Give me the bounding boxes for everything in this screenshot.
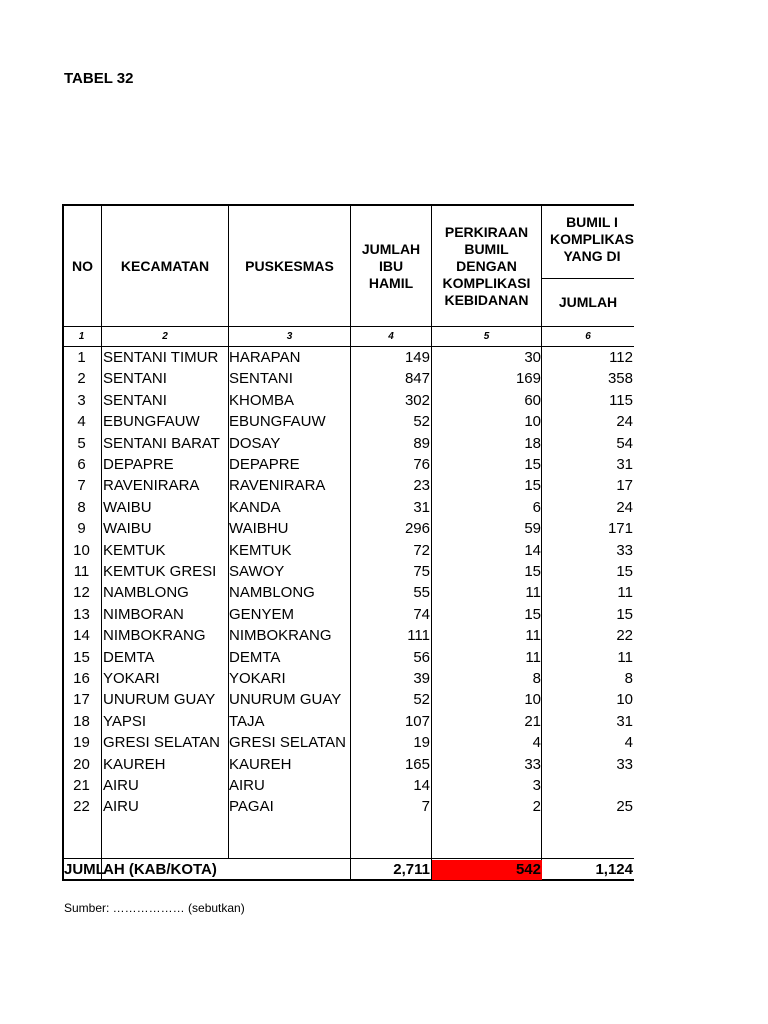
row-kecamatan-cell: NIMBORAN <box>103 605 184 623</box>
row-perkiraan-cell: 15 <box>524 605 541 623</box>
column-index-3: 3 <box>286 330 293 342</box>
row-jumlah-cell: 17 <box>616 477 633 495</box>
table-row <box>62 390 634 411</box>
table-bottom-border <box>62 879 634 881</box>
row-jumlah-cell: 11 <box>617 648 633 666</box>
row-kecamatan-cell: WAIBU <box>103 520 152 538</box>
row-no-cell: 18 <box>73 712 90 730</box>
table-title: TABEL 32 <box>64 70 134 87</box>
row-kecamatan-cell: DEPAPRE <box>103 456 174 473</box>
row-kecamatan-cell: YAPSI <box>103 712 147 730</box>
row-ibu-hamil-cell: 76 <box>413 456 430 473</box>
row-kecamatan-cell: WAIBU <box>103 498 152 516</box>
row-kecamatan-cell: SENTANI BARAT <box>103 434 220 452</box>
row-perkiraan-cell: 60 <box>524 391 541 409</box>
column-index-4: 4 <box>388 330 394 342</box>
row-no-cell: 13 <box>73 605 90 623</box>
row-kecamatan-cell: DEMTA <box>103 648 155 666</box>
row-puskesmas-cell: WAIBHU <box>229 520 289 538</box>
row-jumlah-cell: 24 <box>616 413 633 431</box>
row-perkiraan-cell: 18 <box>524 434 541 452</box>
total-row-top-border <box>62 858 634 859</box>
row-perkiraan-cell: 14 <box>524 541 541 559</box>
row-jumlah-cell: 22 <box>616 627 633 645</box>
row-kecamatan-cell: SENTANI <box>103 370 167 388</box>
table-row <box>62 625 634 646</box>
row-ibu-hamil-cell: 72 <box>413 541 430 559</box>
row-puskesmas-cell: DEPAPRE <box>229 456 300 473</box>
row-perkiraan-cell: 2 <box>532 798 541 816</box>
row-no-cell: 10 <box>73 541 90 559</box>
row-puskesmas-cell: YOKARI <box>229 670 286 687</box>
row-kecamatan-cell: UNURUM GUAY <box>103 691 216 709</box>
row-puskesmas-cell: AIRU <box>229 777 265 794</box>
total-label-part1: JUML <box>64 861 105 878</box>
row-perkiraan-cell: 10 <box>524 691 541 709</box>
row-kecamatan-cell: SENTANI <box>103 391 167 409</box>
row-puskesmas-cell: EBUNGFAUW <box>229 413 326 431</box>
row-jumlah-cell: 171 <box>607 520 633 538</box>
row-perkiraan-cell: 30 <box>524 349 541 366</box>
row-kecamatan-cell: NIMBOKRANG <box>103 627 206 645</box>
row-kecamatan-cell: SENTANI TIMUR <box>103 349 219 366</box>
row-ibu-hamil-cell: 107 <box>404 712 430 730</box>
table-row <box>62 540 634 561</box>
row-no-cell: 17 <box>73 691 90 709</box>
row-kecamatan-cell: EBUNGFAUW <box>103 413 200 431</box>
row-perkiraan-cell: 15 <box>524 563 541 580</box>
row-puskesmas-cell: TAJA <box>229 712 265 730</box>
total-perkiraan: 542 <box>515 861 541 878</box>
row-jumlah-cell: 54 <box>616 434 633 452</box>
row-ibu-hamil-cell: 847 <box>404 370 430 388</box>
header-kecamatan: KECAMATAN <box>120 257 210 274</box>
total-ibu-hamil: 2,711 <box>393 861 430 878</box>
row-ibu-hamil-cell: 74 <box>413 605 430 623</box>
row-perkiraan-cell: 59 <box>524 520 541 538</box>
row-ibu-hamil-cell: 23 <box>413 477 430 495</box>
row-ibu-hamil-cell: 111 <box>407 627 430 645</box>
row-puskesmas-cell: DEMTA <box>229 648 281 666</box>
row-perkiraan-cell: 11 <box>525 648 541 666</box>
row-puskesmas-cell: HARAPAN <box>229 349 301 366</box>
row-puskesmas-cell: KHOMBA <box>229 391 295 409</box>
row-no-cell: 20 <box>73 755 90 773</box>
row-puskesmas-cell: PAGAI <box>229 798 274 816</box>
row-no-cell: 2 <box>77 370 86 388</box>
row-perkiraan-cell: 21 <box>524 712 541 730</box>
row-jumlah-cell: 31 <box>616 456 633 473</box>
row-ibu-hamil-cell: 7 <box>421 798 430 816</box>
column-index-5: 5 <box>483 330 490 342</box>
row-kecamatan-cell: AIRU <box>103 798 139 816</box>
row-perkiraan-cell: 169 <box>515 370 541 388</box>
header-jumlah: JUMLAH <box>558 294 618 310</box>
row-no-cell: 1 <box>77 349 86 366</box>
source-note: Sumber: ……………… (sebutkan) <box>64 901 245 915</box>
row-perkiraan-cell: 4 <box>532 734 541 752</box>
row-puskesmas-cell: GENYEM <box>229 605 295 623</box>
row-no-cell: 15 <box>73 648 90 666</box>
row-jumlah-cell: 112 <box>609 349 633 366</box>
row-jumlah-cell: 25 <box>616 798 633 816</box>
table-row <box>62 411 634 432</box>
row-no-cell: 22 <box>73 798 90 816</box>
row-perkiraan-cell: 3 <box>532 777 541 794</box>
row-jumlah-cell: 115 <box>609 391 633 409</box>
row-perkiraan-cell: 8 <box>532 670 541 687</box>
row-no-cell: 5 <box>77 434 86 452</box>
row-kecamatan-cell: GRESI SELATAN <box>103 734 220 752</box>
table-row <box>62 754 634 775</box>
row-no-cell: 4 <box>77 413 86 431</box>
row-puskesmas-cell: KEMTUK <box>229 541 292 559</box>
row-perkiraan-cell: 6 <box>532 498 541 516</box>
row-jumlah-cell: 33 <box>616 541 633 559</box>
row-puskesmas-cell: RAVENIRARA <box>229 477 326 495</box>
row-perkiraan-cell: 33 <box>524 755 541 773</box>
row-no-cell: 11 <box>73 563 90 580</box>
row-ibu-hamil-cell: 302 <box>404 391 430 409</box>
column-index-6: 6 <box>585 330 591 342</box>
row-ibu-hamil-cell: 75 <box>413 563 430 580</box>
row-puskesmas-cell: NAMBLONG <box>229 584 315 602</box>
row-puskesmas-cell: SENTANI <box>229 370 293 388</box>
table-row <box>62 604 634 625</box>
row-ibu-hamil-cell: 52 <box>413 413 430 431</box>
header-jumlah-ibu-hamil: JUMLAH IBU HAMIL <box>361 240 421 291</box>
table-row <box>62 561 634 582</box>
table-row <box>62 732 634 753</box>
row-no-cell: 12 <box>73 584 90 602</box>
row-jumlah-cell: 8 <box>624 670 633 687</box>
row-ibu-hamil-cell: 55 <box>413 584 430 602</box>
row-no-cell: 9 <box>77 520 86 538</box>
row-ibu-hamil-cell: 149 <box>404 349 430 366</box>
row-kecamatan-cell: AIRU <box>103 777 139 794</box>
row-jumlah-cell: 11 <box>617 584 633 602</box>
row-jumlah-cell <box>543 775 633 796</box>
data-table <box>62 204 634 884</box>
row-ibu-hamil-cell: 56 <box>413 648 430 666</box>
header-no: NO <box>72 257 93 274</box>
total-row <box>62 860 634 879</box>
table-row <box>62 475 634 496</box>
row-puskesmas-cell: NIMBOKRANG <box>229 627 332 645</box>
row-kecamatan-cell: YOKARI <box>103 670 160 687</box>
row-no-cell: 19 <box>73 734 90 752</box>
table-row <box>62 689 634 710</box>
row-jumlah-cell: 4 <box>624 734 633 752</box>
table-row <box>62 347 634 368</box>
row-perkiraan-cell: 11 <box>525 584 541 602</box>
row-jumlah-cell: 15 <box>616 563 633 580</box>
row-jumlah-cell: 24 <box>616 498 633 516</box>
row-ibu-hamil-cell: 165 <box>404 755 430 773</box>
row-perkiraan-cell: 15 <box>524 477 541 495</box>
row-puskesmas-cell: GRESI SELATAN <box>229 734 346 752</box>
table-row <box>62 582 634 603</box>
table-row <box>62 668 634 689</box>
row-no-cell: 3 <box>77 391 86 409</box>
row-kecamatan-cell: KAUREH <box>103 755 166 773</box>
row-puskesmas-cell: SAWOY <box>229 563 285 580</box>
row-ibu-hamil-cell: 89 <box>413 434 430 452</box>
column-index-1: 1 <box>78 330 85 342</box>
row-jumlah-cell: 10 <box>616 691 633 709</box>
column-index-2: 2 <box>162 330 168 342</box>
total-jumlah: 1,124 <box>595 861 633 878</box>
table-row <box>62 711 634 732</box>
row-ibu-hamil-cell: 14 <box>413 777 430 794</box>
table-row <box>62 454 634 475</box>
row-ibu-hamil-cell: 52 <box>413 691 430 709</box>
row-no-cell: 8 <box>77 498 86 516</box>
table-row <box>62 433 634 454</box>
row-puskesmas-cell: DOSAY <box>229 434 281 452</box>
row-no-cell: 16 <box>73 670 90 687</box>
row-kecamatan-cell: KEMTUK <box>103 541 166 559</box>
row-jumlah-cell: 358 <box>607 370 633 388</box>
row-no-cell: 21 <box>73 777 90 794</box>
row-jumlah-cell: 15 <box>616 605 633 623</box>
row-ibu-hamil-cell: 39 <box>413 670 430 687</box>
row-no-cell: 6 <box>77 456 86 473</box>
row-perkiraan-cell: 11 <box>525 627 541 645</box>
header-perkiraan-komplikasi: PERKIRAAN BUMIL DENGAN KOMPLIKASI KEBIDANAN <box>442 223 531 308</box>
table-row <box>62 775 634 796</box>
row-ibu-hamil-cell: 31 <box>413 498 430 516</box>
header-puskesmas: PUSKESMAS <box>245 257 334 274</box>
row-no-cell: 7 <box>77 477 86 495</box>
row-puskesmas-cell: UNURUM GUAY <box>229 691 342 709</box>
row-jumlah-cell: 31 <box>616 712 633 730</box>
table-row <box>62 647 634 668</box>
row-no-cell: 14 <box>73 627 90 645</box>
table-row <box>62 796 634 817</box>
total-label-part2: AH (KAB/KOTA) <box>103 861 217 878</box>
row-perkiraan-cell: 15 <box>524 456 541 473</box>
row-kecamatan-cell: NAMBLONG <box>103 584 189 602</box>
table-row <box>62 368 634 389</box>
row-puskesmas-cell: KANDA <box>229 498 281 516</box>
table-row <box>62 497 634 518</box>
row-jumlah-cell: 33 <box>616 755 633 773</box>
table-row <box>62 518 634 539</box>
row-puskesmas-cell: KAUREH <box>229 755 292 773</box>
row-ibu-hamil-cell: 296 <box>404 520 430 538</box>
header-bumil-group: BUMIL I KOMPLIKAS YANG DI <box>550 214 634 264</box>
row-ibu-hamil-cell: 19 <box>413 734 430 752</box>
row-kecamatan-cell: RAVENIRARA <box>103 477 200 495</box>
row-kecamatan-cell: KEMTUK GRESI <box>103 563 217 580</box>
row-perkiraan-cell: 10 <box>524 413 541 431</box>
